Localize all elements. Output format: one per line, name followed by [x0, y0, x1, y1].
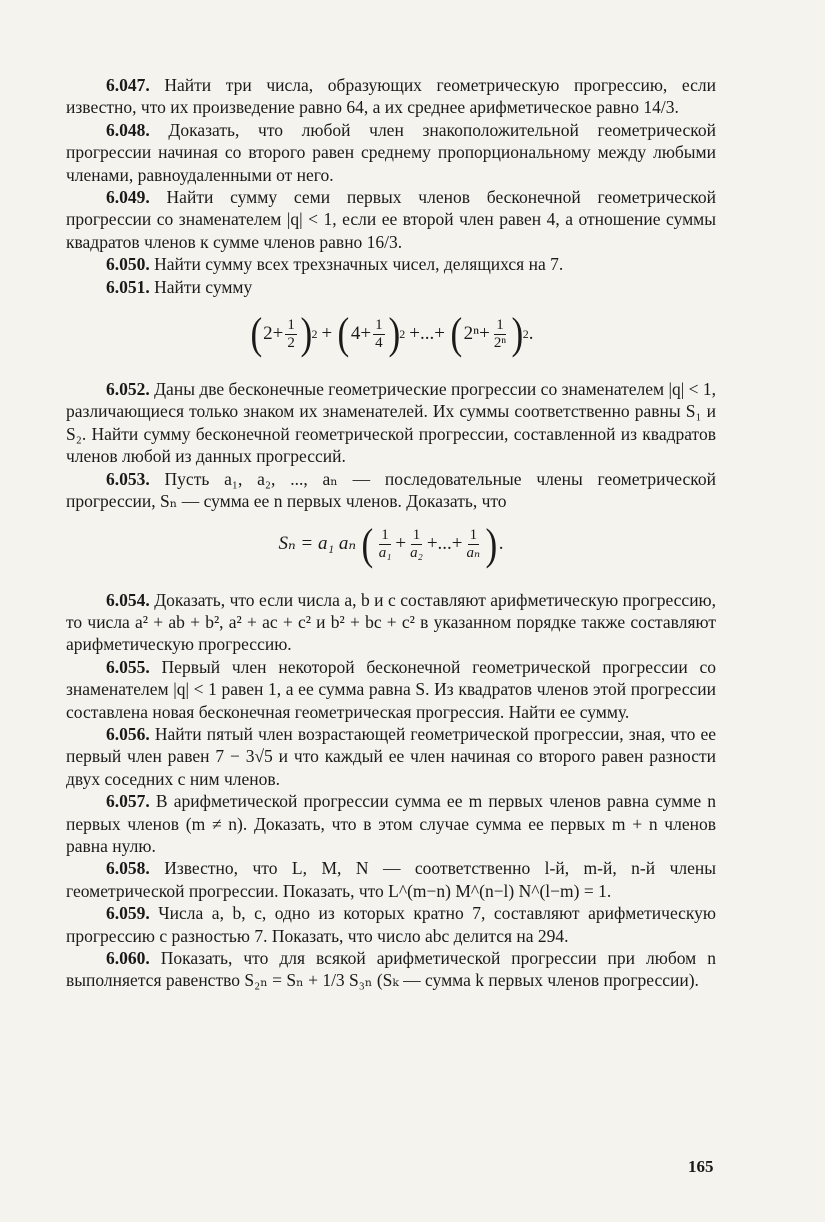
- fraction: $\frac{1}{\text{aₙ}}$: [466, 527, 481, 561]
- problem-number: 6.049.: [106, 187, 150, 208]
- problem-text: Найти сумму семи первых членов бесконечной геометрической прогрессии со знаменателем |q| < 1, если ее второй член равен 4, а отношение суммы квадратов членов к сумме членов равно 16/3.: [66, 187, 716, 252]
- exponent: 2: [522, 326, 529, 341]
- formula-6-051: ( 2+ $\frac{1}{2}$ ) 2 + ( 4+ $\frac{1}{4}$ ) 2 +...+ ( 2ⁿ+ $\frac{1}{\text{2ⁿ}}$ ) 2 .: [249, 309, 534, 359]
- problem-text: Найти сумму: [154, 276, 253, 297]
- problem-6-048: [66, 119, 716, 186]
- problem-number: 6.047.: [106, 75, 150, 95]
- formula-term: 2+: [263, 322, 284, 344]
- problem-6-047: [66, 74, 716, 119]
- exponent: 2: [399, 326, 406, 341]
- problem-6-054: [66, 589, 716, 656]
- formula-term: 4+: [350, 322, 372, 344]
- problem-6-055: [66, 656, 716, 723]
- fraction: $\frac{1}{2}$: [287, 316, 295, 351]
- exponent: 2: [311, 326, 318, 341]
- problem-text: Числа a, b, c, одно из которых кратно 7, составляют арифметическую прогрессию с разностью 7. Показать, что число abc делится на 294.: [66, 903, 717, 946]
- problem-text: Пусть a₁, a₂, ..., aₙ — последовательные члены геометрической прогрессии, Sₙ — сумма ее n первых членов. Доказать, что: [66, 468, 716, 512]
- problem-text: В арифметической прогрессии сумма ее m первых членов равна сумме n первых членов (m ≠ n). Доказать, что в этом случае сумма ее первых m + n членов равна нулю.: [66, 791, 717, 856]
- problem-number: 6.053.: [106, 468, 150, 489]
- page-number: 165: [688, 1157, 714, 1176]
- problem-text: Первый член некоторой бесконечной геометрической прогрессии со знаменателем |q| < 1 равен 1, а ее сумма равна S. Из квадратов членов этой прогрессии составлена новая бесконечная геометрическая прогрессия. Найти ее сумму.: [66, 656, 716, 722]
- formula-lhs: Sₙ = a₁ aₙ: [278, 533, 357, 555]
- problem-6-059: [66, 902, 716, 947]
- problem-6-053: [66, 468, 716, 513]
- problem-6-056: [66, 723, 716, 790]
- problem-6-057: [66, 790, 716, 857]
- problem-text: Найти три числа, образующих геометрическую прогрессию, если известно, что их произведение равно 64, а их среднее арифметическое равно 14/3.: [66, 75, 716, 118]
- formula-term: 2ⁿ+: [463, 322, 490, 344]
- problem-number: 6.060.: [106, 948, 150, 968]
- problem-text: Даны две бесконечные геометрические прогрессии со знаменателем |q| < 1, различающиеся только знаком их знаменателей. Их суммы соответственно равны S₁ и S₂. Найти сумму бесконечной геометрической прогрессии, составленной из квадратов членов любой из данных прогрессий.: [66, 379, 716, 467]
- problem-number: 6.059.: [106, 903, 150, 924]
- problem-number: 6.050.: [106, 254, 150, 275]
- problem-6-052: [66, 378, 716, 468]
- problem-number: 6.057.: [106, 791, 150, 812]
- problem-number: 6.048.: [106, 119, 150, 140]
- plus-sign: +: [321, 322, 333, 344]
- problem-6-051: [66, 276, 716, 298]
- formula-6-053: Sₙ = a₁ aₙ ( $\frac{1}{\text{a₁}}$ + $\frac{1}{\text{a₂}}$ +...+ $\frac{1}{\text{aₙ}}$ ) .: [278, 519, 504, 569]
- problem-6-049: [66, 186, 716, 253]
- problem-number: 6.055.: [106, 656, 150, 677]
- problem-number: 6.052.: [106, 379, 150, 400]
- problem-text: Известно, что L, M, N — соответственно l-й, m-й, n-й члены геометрической прогрессии. Показать, что L^(m−n) M^(n−l) N^(l−m) = 1.: [66, 858, 717, 901]
- problem-list: [66, 74, 716, 992]
- problem-number: 6.058.: [106, 858, 150, 879]
- problem-6-050: [66, 253, 716, 275]
- problem-6-058: [66, 857, 716, 902]
- fraction: $\frac{1}{4}$: [375, 316, 383, 351]
- problem-number: 6.051.: [106, 276, 150, 297]
- fraction: $\frac{1}{\text{a₁}}$: [378, 527, 392, 561]
- problem-text: Доказать, что любой член знакоположительной геометрической прогрессии начиная со второго равен среднему пропорциональному между любыми членами, равноудаленными от него.: [66, 119, 716, 185]
- fraction: $\frac{1}{\text{2ⁿ}}$: [493, 316, 507, 351]
- problem-text: Найти сумму всех трехзначных чисел, делящихся на 7.: [154, 254, 564, 275]
- problem-text: Показать, что для всякой арифметической прогрессии при любом n выполняется равенство S₂ₙ = Sₙ + 1/3 S₃ₙ (Sₖ — сумма k первых членов прогрессии).: [66, 948, 716, 991]
- problem-number: 6.054.: [106, 589, 150, 610]
- fraction: $\frac{1}{\text{a₂}}$: [410, 527, 423, 561]
- problem-text: Доказать, что если числа a, b и c составляют арифметическую прогрессию, то числа a² + ab + b², a² + ac + c² и b² + bc + c² в указанном порядке также составляют арифметическую прогрессию.: [66, 589, 717, 655]
- problem-6-060: [66, 947, 716, 992]
- problem-text: Найти пятый член возрастающей геометрической прогрессии, зная, что ее первый член равен 7 − 3√5 и что каждый ее член начиная со второго равен разности двух соседних с ним членов.: [66, 723, 716, 789]
- problem-number: 6.056.: [106, 723, 150, 744]
- ellipsis: +...+: [409, 322, 445, 344]
